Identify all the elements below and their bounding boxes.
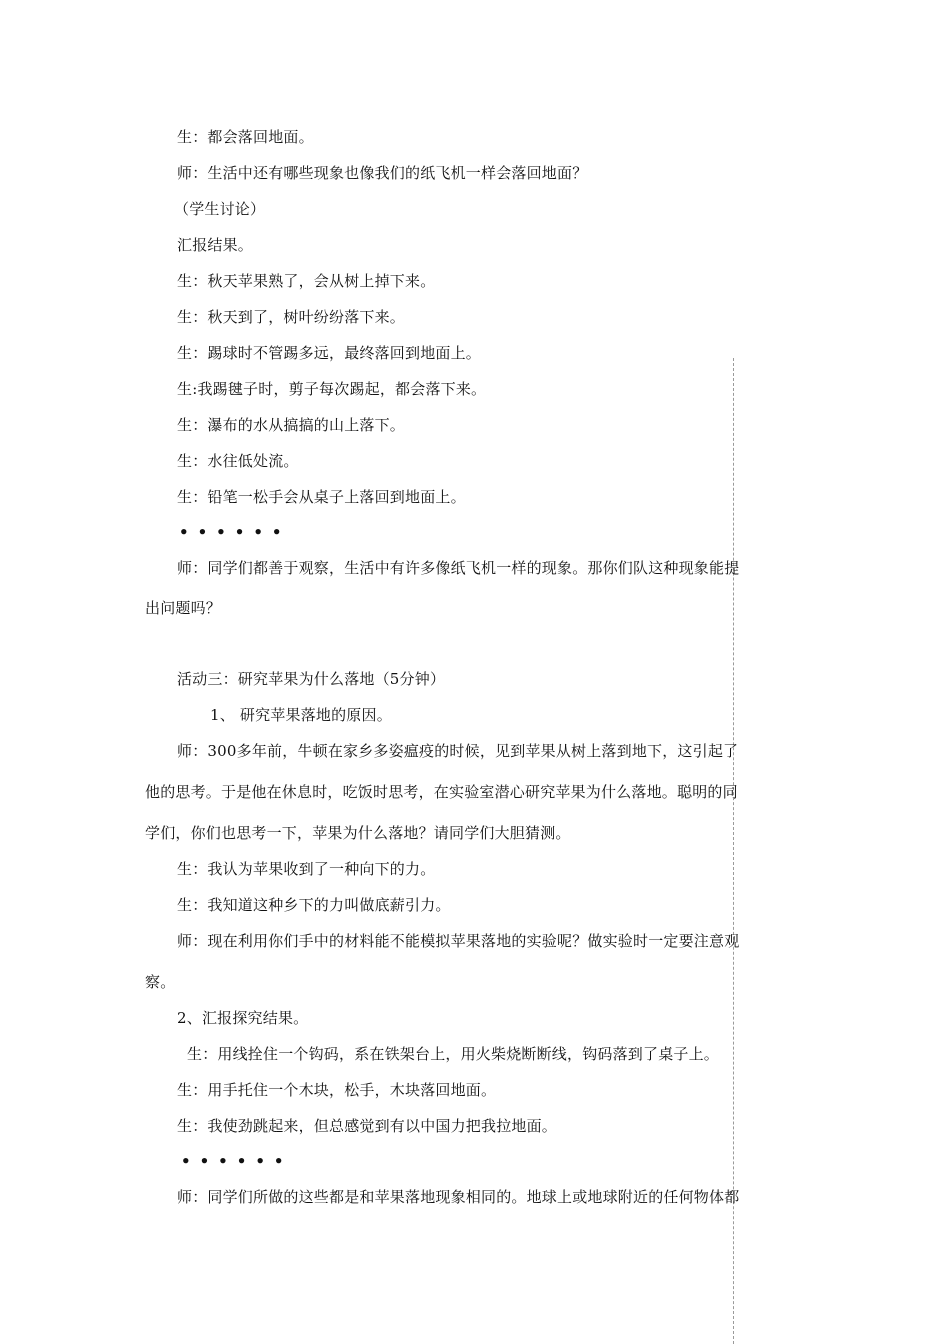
paragraph-line: 学们，你们也思考一下，苹果为什么落地？请同学们大胆猜测。: [145, 824, 571, 842]
paragraph-line: 生：用手托住一个木块，松手，木块落回地面。: [177, 1081, 497, 1099]
paragraph-line: 察。: [145, 973, 176, 991]
paragraph-line: 生:我踢毽子时，剪子每次踢起，都会落下来。: [177, 380, 487, 398]
subsection-heading: 1、 研究苹果落地的原因。: [210, 706, 392, 724]
ellipsis-dots: ••••••: [181, 1152, 293, 1170]
paragraph-line: 生：铅笔一松手会从桌子上落回到地面上。: [177, 488, 466, 506]
paragraph-line: 出问题吗？: [145, 599, 222, 617]
subsection-heading: 2、汇报探究结果。: [177, 1009, 309, 1027]
paragraph-line: 生：踢球时不管踢多远，最终落回到地面上。: [177, 344, 482, 362]
paragraph-line: 师：现在利用你们手中的材料能不能模拟苹果落地的实验呢？做实验时一定要注意观: [177, 932, 740, 950]
paragraph-line: 生：秋天苹果熟了，会从树上掉下来。: [177, 272, 436, 290]
paragraph-line: 汇报结果。: [177, 236, 254, 254]
paragraph-line: 师：同学们都善于观察，生活中有许多像纸飞机一样的现象。那你们队这种现象能提: [177, 559, 740, 577]
paragraph-line: 师：300多年前，牛顿在家乡多姿瘟疫的时候，见到苹果从树上落到地下，这引起了: [177, 742, 739, 760]
paragraph-line: 生：瀑布的水从搞搞的山上落下。: [177, 416, 406, 434]
paragraph-line: （学生讨论）: [174, 200, 266, 218]
paragraph-line: 生：我使劲跳起来，但总感觉到有以中国力把我拉地面。: [177, 1117, 558, 1135]
paragraph-line: 生：我知道这种乡下的力叫做底薪引力。: [177, 896, 451, 914]
paragraph-line: 生：我认为苹果收到了一种向下的力。: [177, 860, 436, 878]
paragraph-line: 生：都会落回地面。: [177, 128, 314, 146]
ellipsis-dots: ••••••: [179, 523, 291, 541]
paragraph-line: 师：生活中还有哪些现象也像我们的纸飞机一样会落回地面？: [177, 164, 588, 182]
paragraph-line: 师：同学们所做的这些都是和苹果落地现象相同的。地球上或地球附近的任何物体都: [177, 1188, 740, 1206]
section-heading: 活动三：研究苹果为什么落地（5分钟）: [177, 670, 446, 688]
paragraph-line: 他的思考。于是他在休息时，吃饭时思考，在实验室潜心研究苹果为什么落地。聪明的同: [145, 783, 738, 801]
paragraph-line: 生：秋天到了，树叶纷纷落下来。: [177, 308, 406, 326]
paragraph-line: 生：用线拴住一个钩码，系在铁架台上，用火柴烧断断线，钩码落到了桌子上。: [187, 1045, 720, 1063]
paragraph-line: 生：水往低处流。: [177, 452, 299, 470]
